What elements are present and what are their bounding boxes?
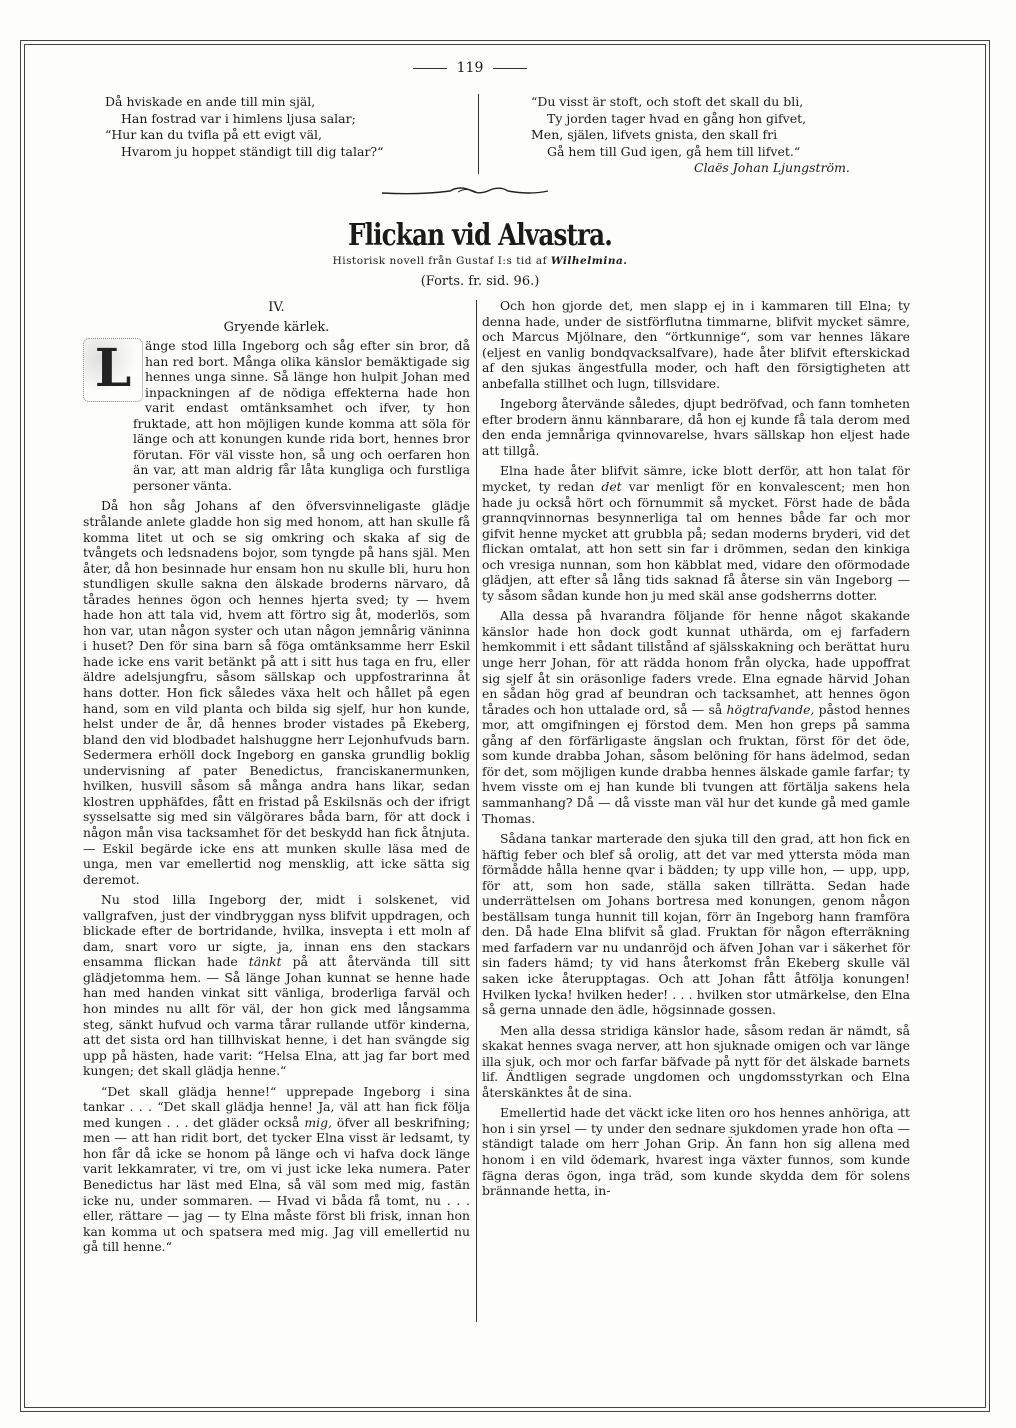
poem-line: Då hviskade en ande till min själ,	[105, 94, 316, 109]
poem-right-stanza	[531, 94, 806, 160]
poem-line: Men, själen, lifvets gnista, den skall fri	[531, 127, 778, 142]
paragraph: Elna hade åter blifvit sämre, icke blott derför, att hon talat för mycket, ty redan det var menligt för en konvalescent; men hon hade ju också hört och förnummit så mycket. Först hade de båda grannqvinnornas besynnerliga tal om hennes både far och mor gifvit henne mycket att grubbla på; sedan moderns bryderi, vid det flickan omtalat, att hon sett sin far i drömmen, sedan den kinkiga och vresiga nunnan, som hon käbblat med, vidare den oförmodade glädjen, att efter så lång tids saknad få återse sin vän Ingeborg — ty såsom sådan kunde hon ju med skäl anse godsherrns dotter.	[482, 463, 910, 603]
poem-line: “Du visst är stoft, och stoft det skall du bli,	[531, 94, 804, 109]
paragraph: Alla dessa på hvarandra följande för henne något skakande känslor hade hon dock godt kunnat uthärda, om ej farfadern hemkommit i ett sådant tillstånd af själsskakning och berättat huru unge herr Johan, för att rädda honom från olycka, hade uppoffrat sig sjelf åt sin oräsonlige faders vrede. Elna egnade härvid Johan en sådan hög grad af beundran och tacksamhet, att hennes ögon tårades och hon uttalade ord, så — så högtrafvande, påstod hennes mor, att omgifningen ej förstod dem. Men hon greps på samma gång af den förfärligaste ängslan och fruktan, först för det öde, som kunde drabba Johan, såsom belöning för hans ädelmod, sedan för det, som möjligen kunde drabba hennes älskade gamle farfar; ty hvem visste om ej han kunde bli tvungen att förtälja sakens hela sammanhang? Då — då visste man väl hur det kunde gå med gamle Thomas.	[482, 608, 910, 826]
chapter-title: Gryende kärlek.	[223, 320, 330, 335]
paragraph: Emellertid hade det väckt icke liten oro hos hennes anhöriga, att hon i sin yrsel — ty under den sednare sjukdomen yrade hon ofta — ständigt talade om herr Johan Grip. Än fann hon sig allena med honom i en vild ödemark, hvarest inga växter funnos, som kunde fägna deras ögon, inga träd, som kunde skydda dem för solens brännande hetta, in-	[482, 1105, 910, 1199]
paragraph: Sådana tankar marterade den sjuka till den grad, att hon fick en häftig feber och blef så orolig, att det var med yttersta möda man förmådde hålla henne qvar i bädden; ty upp ville hon, — upp, upp, för att, som hon sade, ställa saken tillrätta. Sedan hade underrättelsen om Johans bortresa med konungen, genom någon beställsam tunga hunnit till kojan, förr än Ingeborg hann framföra den. Då hade Elna blifvit så glad. Fruktan för någon efterräkning med farfadern var nu undanröjd och äfven Johan var i säkerhet för sin faders hämd; ty vid hans återkomst från Ekeberg skulle väl saken icke återupptagas. Och att Johan fått åtfölja konungen! Hvilken lycka! hvilken heder! . . . hvilken stor utmärkelse, den Elna så gerna unnade den ädle, högsinnade gossen.	[482, 831, 910, 1018]
dropcap-initial: L	[83, 338, 143, 402]
subtitle-author: Wilhelmina.	[550, 255, 628, 267]
article-title: Flickan vid Alvastra.	[347, 218, 613, 253]
right-column	[482, 298, 910, 1204]
poem-line: Ty jorden tager hvad en gång hon gifvet,	[547, 110, 807, 126]
paragraph: Nu stod lilla Ingeborg der, midt i solskenet, vid vallgrafven, just der vindbryggan nyss blifvit uppdragen, och blickade efter de bortridande, hvilka, insvepta i ett moln af dam, snart voro ur sigte, ja, innan ens den stackars ensamma flickan hade tänkt på att återvända till sitt glädjetomma hem. — Så länge Johan kunnat se henne hade han med handen vinkat sitt vänliga, broderliga farväl och hon mindes nu allt för väl, der hon gick med långsamma steg, sänkt hufvud och varma tårar rullande utför kinderna, att det sista ord han tillhviskat henne, i det han svängde sig upp på hästen, hade varit: “Helsa Elna, att jag far bort med kungen; det skall glädja henne.“	[83, 892, 470, 1079]
page-number: 119	[0, 60, 940, 76]
poem-line: Hvarom ju hoppet ständigt till dig talar?“	[121, 143, 384, 159]
poem-line: Han fostrad var i himlens ljusa salar;	[121, 110, 356, 126]
paragraph: Och hon gjorde det, men slapp ej in i kammaren till Elna; ty denna hade, under de sistförflutna timmarne, blifvit mycket sämre, och Marcus Mjölnare, den “örtkunnige“, som var hennes läkare (eljest en vanlig bondqvacksalfvare), hade åter blifvit efterskickad af den sjukas ängestfulla moder, och haft den försigtigheten att anbefalla stillhet och lugn, tillsvidare.	[482, 298, 910, 391]
subtitle-prefix: Historisk novell från Gustaf I:s tid af	[332, 255, 547, 267]
paragraph: “Det skall glädja henne!“ upprepade Ingeborg i sina tankar . . . “Det skall glädja henne! Ja, väl att han fick följa med kungen . . . det gläder också mig, öfver all beskrifning; men — att han ridit bort, det tycker Elna visst är ledsamt, ty hon får då icke se honom på länge och vi hafva dock länge varit lekkamrater, vi tre, om vi just icke leka numera. Pater Benedictus har läst med Elna, så väl som med mig, fastän icke nu, under sommaren. — Hvad vi båda få tomt, nu . . . eller, rättare — jag — ty Elna måste först bli frisk, innan hon kan komma ut och spatsera med mig. Jag vill emellertid nu gå till henne.“	[83, 1083, 470, 1255]
article-subtitle	[0, 255, 960, 267]
chapter-number: IV.	[268, 300, 285, 315]
column-rule	[476, 300, 477, 1322]
poem-line: “Hur kan du tvifla på ett evigt väl,	[105, 127, 322, 142]
column-rule-top	[478, 94, 479, 174]
paragraph: Då hon såg Johans af den öfversvinneligaste glädje strålande anlete gladde hon sig med honom, att han skulle få komma litet ut och se sig omkring och skaka af sig de tvångets och ledsnadens bojor, som tyngde på hans själ. Men åter, då hon besinnade hur ensam hon nu skulle bli, huru hon stundligen skulle sakna den älskade broderns närvaro, då tårades hennes ögon och hennes hjerta sved; ty — hvem hade hon att tala vid, hvem att förtro sig åt, moderlös, som hon var, utan någon syster och utan någon jemnårig väninna i huset? Den för sina barn så föga omtänksamme herr Eskil hade icke ens varit betänkt på att i sitt hus taga en fru, eller äldre adelsjungfru, såsom sällskap och uppfostrarinna åt hans dotter. Hon fick således växa helt och hållet på egen hand, som en vild planta och bilda sig sjelf, hur hon kunde, helst under de år, då hennes broder vistades på Ekeberg, bland den vid blodbadet halshuggne herr Lejonhufvuds barn. Sedermera erhöll dock Ingeborg en ganska grundlig boklig undervisning af pater Benedictus, franciskanermunken, hvilken, husvill såsom så många andra hans likar, sedan klostren upphäfdes, fått en fristad på Eskilsnäs och der ifrigt sysselsatte sig med sin välgörares båda barn, för att dock i någon mån visa tacksamhet för det beskydd han fick åtnjuta. — Eskil begärde icke ens att munken skulle läsa med de unga, men var emellertid nog mensklig, att icke sätta sig deremot.	[83, 498, 470, 887]
left-column	[83, 298, 470, 1260]
paragraph: L änge stod lilla Ingeborg och såg efter sin bror, då han red bort. Många olika känslor bemäktigade sig hennes unga sinne. Så länge hon hulpit Johan med inpackningen af de nödiga effekterna hade hon varit endast omtänksamhet och ifver, ty hon fruktade, att hon möjligen kunde komma att söla för länge och att konungen kunde rida bort, hennes bror förutan. För väl visste hon, så ung och oerfaren hon än var, att man aldrig får låta kungliga och furstliga personer vänta.	[133, 338, 470, 493]
paragraph: Ingeborg återvände således, djupt bedröfvad, och fann tomheten efter brodern ännu kännbarare, då hon ej kunde få tala derom med den enda jemnåriga qvinnovarelse, hvars sällskap hon eljest hade att tillgå.	[482, 396, 910, 458]
paragraph: Men alla dessa stridiga känslor hade, såsom redan är nämdt, så skakat hennes svaga nerver, att hon sjuknade omigen och var länge illa sjuk, och mor och farfar bäfvade på nytt för det älskade barnets lif. Ändtligen segrade ungdomen och ungdomsstyrkan och Elna återskänktes åt de sina.	[482, 1022, 910, 1100]
poem-left-stanza	[105, 94, 384, 160]
poem-author: Claës Johan Ljungström.	[694, 160, 850, 175]
ornament-divider-icon	[380, 183, 550, 199]
continued-note: (Forts. fr. sid. 96.)	[420, 274, 540, 289]
poem-line: Gå hem till Gud igen, gå hem till lifvet.“	[547, 143, 801, 159]
